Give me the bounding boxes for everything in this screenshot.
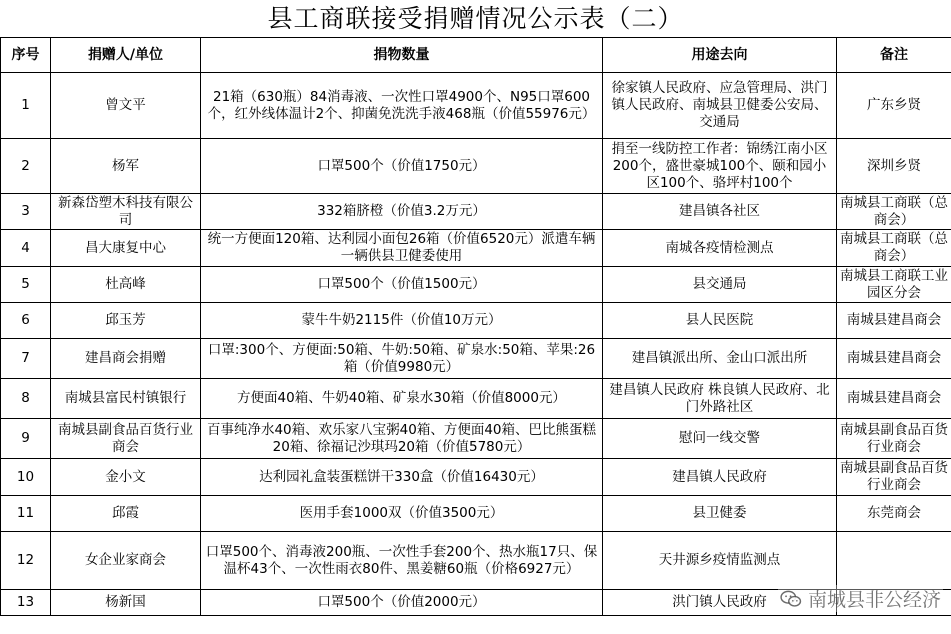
header-donor: 捐赠人/单位: [51, 38, 201, 73]
donation-table: [0, 37, 951, 616]
table-row: [1, 194, 951, 230]
table-row: [1, 267, 951, 303]
cell-usage: 洪门镇人民政府: [603, 590, 837, 616]
cell-remark: 南城县副食品百货行业商会: [837, 419, 951, 459]
cell-remark: 南城县工商联（总商会）: [837, 194, 951, 230]
page-title: 县工商联接受捐赠情况公示表（二）: [267, 4, 684, 33]
cell-donor: 杜高峰: [51, 267, 201, 303]
cell-donor: 建昌商会捐赠: [51, 339, 201, 379]
cell-remark: 深圳乡贤: [837, 139, 951, 194]
cell-index: 9: [1, 419, 51, 459]
cell-items: 百事纯净水40箱、欢乐家八宝粥40箱、方便面40箱、巴比熊蛋糕20箱、徐福记沙琪玛20箱（价值5780元）: [201, 419, 603, 459]
header-usage: 用途去向: [603, 38, 837, 73]
cell-usage: 建昌镇人民政府: [603, 459, 837, 496]
table-row: [1, 73, 951, 139]
cell-donor: 杨军: [51, 139, 201, 194]
cell-donor: 南城县副食品百货行业商会: [51, 419, 201, 459]
wechat-icon: [780, 590, 802, 608]
cell-items: 方便面40箱、牛奶40箱、矿泉水30箱（价值8000元）: [201, 379, 603, 419]
header-index: 序号: [1, 38, 51, 73]
cell-usage: 建昌镇派出所、金山口派出所: [603, 339, 837, 379]
table-row: [1, 459, 951, 496]
cell-donor: 曾文平: [51, 73, 201, 139]
cell-items: 21箱（630瓶）84消毒液、一次性口罩4900个、N95口罩600个，红外线体温计2个、抑菌免洗洗手液468瓶（价值55976元）: [201, 73, 603, 139]
cell-index: 10: [1, 459, 51, 496]
cell-items: 口罩500个（价值1500元）: [201, 267, 603, 303]
cell-index: 5: [1, 267, 51, 303]
watermark-text: 南城县非公经济: [807, 589, 941, 611]
cell-index: 3: [1, 194, 51, 230]
cell-items: 口罩:300个、方便面:50箱、牛奶:50箱、矿泉水:50箱、苹果:26箱（价值9980元）: [201, 339, 603, 379]
cell-remark: 南城县建昌商会: [837, 339, 951, 379]
cell-items: 医用手套1000双（价值3500元）: [201, 496, 603, 532]
cell-index: 8: [1, 379, 51, 419]
table-row: [1, 303, 951, 339]
cell-donor: 昌大康复中心: [51, 230, 201, 267]
cell-donor: 杨新国: [51, 590, 201, 616]
cell-usage: 徐家镇人民政府、应急管理局、洪门镇人民政府、南城县卫健委公安局、交通局: [603, 73, 837, 139]
cell-index: 2: [1, 139, 51, 194]
cell-index: 12: [1, 532, 51, 590]
cell-usage: 县卫健委: [603, 496, 837, 532]
cell-items: 口罩500个（价值2000元）: [201, 590, 603, 616]
cell-donor: 女企业家商会: [51, 532, 201, 590]
table-row: [1, 230, 951, 267]
cell-usage: 建昌镇人民政府 株良镇人民政府、北门外路社区: [603, 379, 837, 419]
table-row: [1, 139, 951, 194]
cell-index: 6: [1, 303, 51, 339]
header-items: 捐物数量: [201, 38, 603, 73]
cell-remark: 南城县建昌商会: [837, 379, 951, 419]
cell-donor: 南城县富民村镇银行: [51, 379, 201, 419]
cell-usage: 县人民医院: [603, 303, 837, 339]
header-remark: 备注: [837, 38, 951, 73]
cell-donor: 新森岱塑木科技有限公司: [51, 194, 201, 230]
table-row: [1, 532, 951, 590]
watermark: [778, 585, 943, 612]
cell-items: 达利园礼盒装蛋糕饼干330盒（价值16430元）: [201, 459, 603, 496]
cell-index: 7: [1, 339, 51, 379]
cell-items: 蒙牛牛奶2115件（价值10万元）: [201, 303, 603, 339]
cell-donor: 邱霞: [51, 496, 201, 532]
cell-remark: 南城县工商联（总商会）: [837, 230, 951, 267]
table-row: [1, 379, 951, 419]
cell-items: 口罩500个（价值1750元）: [201, 139, 603, 194]
cell-usage: 县交通局: [603, 267, 837, 303]
cell-donor: 邱玉芳: [51, 303, 201, 339]
cell-remark: 广东乡贤: [837, 73, 951, 139]
table-header-row: [1, 38, 951, 73]
cell-items: 口罩500个、消毒液200瓶、一次性手套200个、热水瓶17只、保温杯43个、一次性雨衣80件、黑姜糖60瓶（价格6927元）: [201, 532, 603, 590]
cell-usage: 慰问一线交警: [603, 419, 837, 459]
cell-index: 4: [1, 230, 51, 267]
cell-items: 统一方便面120箱、达利园小面包26箱（价值6520元）派遣车辆一辆供县卫健委使用: [201, 230, 603, 267]
cell-remark: 南城县建昌商会: [837, 303, 951, 339]
cell-usage: 捐至一线防控工作者：锦绣江南小区200个，盛世豪城100个、颐和园小区100个、骆坪村100个: [603, 139, 837, 194]
cell-donor: 金小文: [51, 459, 201, 496]
cell-index: 11: [1, 496, 51, 532]
table-row: [1, 496, 951, 532]
cell-usage: 天井源乡疫情监测点: [603, 532, 837, 590]
cell-usage: 南城各疫情检测点: [603, 230, 837, 267]
cell-usage: 建昌镇各社区: [603, 194, 837, 230]
cell-index: 1: [1, 73, 51, 139]
cell-items: 332箱脐橙（价值3.2万元）: [201, 194, 603, 230]
cell-remark: [837, 532, 951, 590]
cell-remark: 南城县工商联工业园区分会: [837, 267, 951, 303]
cell-index: 13: [1, 590, 51, 616]
cell-remark: 南城县副食品百货行业商会: [837, 459, 951, 496]
table-row: [1, 339, 951, 379]
table-row: [1, 419, 951, 459]
cell-remark: 东莞商会: [837, 496, 951, 532]
